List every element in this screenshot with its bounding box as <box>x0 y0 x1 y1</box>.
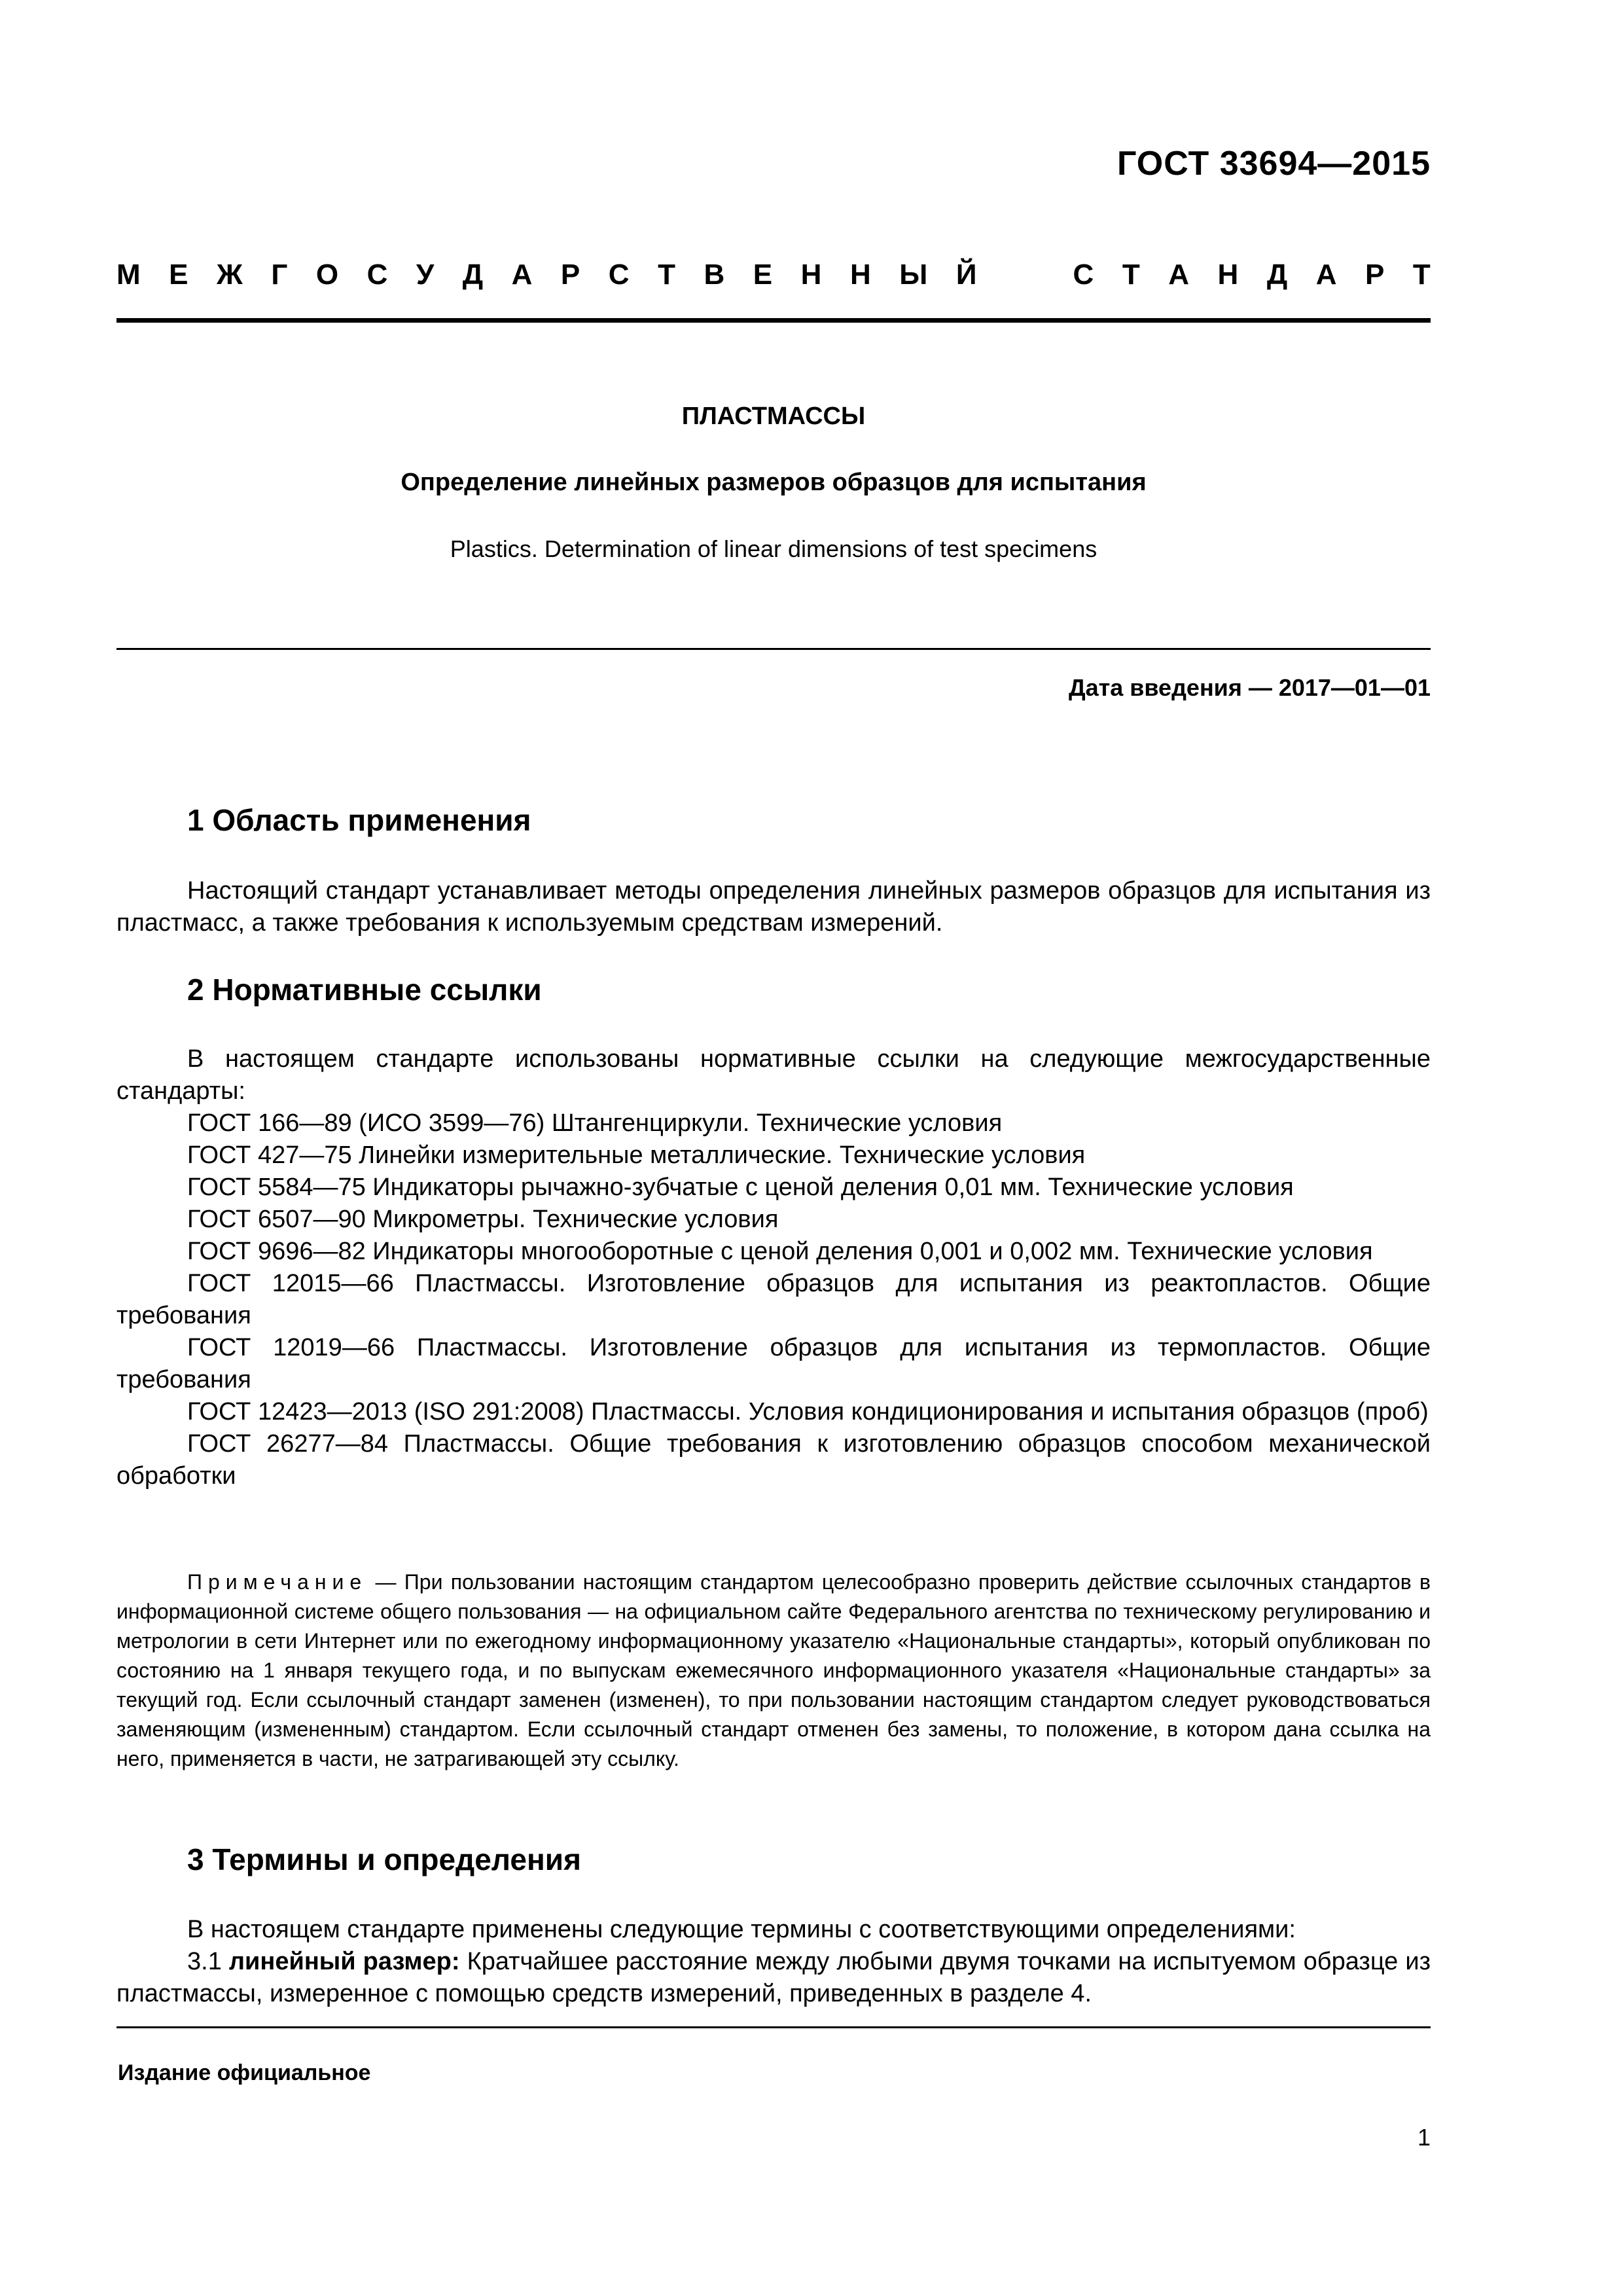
term-definition <box>116 1946 1431 2010</box>
section-3-intro: В настоящем стандарте применены следующие термины с соответствующими определениями: <box>187 1916 1296 1943</box>
banner-letter: Т <box>1412 259 1431 291</box>
banner-letter: М <box>116 259 141 291</box>
banner-letter: А <box>1168 259 1189 291</box>
banner-letter: Е <box>169 259 188 291</box>
reference-item: ГОСТ 427—75 Линейки измерительные металлические. Технические условия <box>187 1141 1086 1169</box>
section-2-heading: 2 Нормативные ссылки <box>187 973 542 1007</box>
references-note <box>116 1568 1431 1774</box>
banner-letter: А <box>511 259 533 291</box>
banner-letter: Д <box>462 259 484 291</box>
banner-letter: С <box>366 259 388 291</box>
interstate-standard-banner <box>116 259 1431 291</box>
document-subtitle: Определение линейных размеров образцов для испытания <box>401 469 1147 496</box>
official-edition-label: Издание официальное <box>118 2060 371 2085</box>
banner-letter: Т <box>658 259 675 291</box>
banner-letter: Г <box>271 259 288 291</box>
term-number: 3.1 <box>187 1948 222 1975</box>
banner-letter: Е <box>753 259 773 291</box>
banner-letter: Н <box>800 259 822 291</box>
banner-letter: Ж <box>217 259 243 291</box>
reference-item: ГОСТ 12019—66 Пластмассы. Изготовление образцов для испытания из термопластов. Общие требования <box>116 1334 1431 1393</box>
document-title: ПЛАСТМАССЫ <box>681 403 866 430</box>
title-divider <box>116 648 1431 650</box>
section-2-intro: В настоящем стандарте использованы нормативные ссылки на следующие межгосударственные стандарты: <box>116 1045 1431 1105</box>
note-text: — При пользовании настоящим стандартом целесообразно проверить действие ссылочных стандартов в информационной системе общего пользования — на официальном сайте Федерального агентства по техническому регулированию и метрологии в сети Интернет или по ежегодному информационному указателю «Национальные стандарты», который опубликован по состоянию на 1 января текущего года, и по выпускам ежемесячного информационного указателя «Национальные стандарты» за текущий год. Если ссылочный стандарт заменен (изменен), то при пользовании настоящим стандартом следует руководствоваться заменяющим (измененным) стандартом. Если ссылочный стандарт отменен без замены, то положение, в котором дана ссылка на него, применяется в части, не затрагивающей эту ссылку. <box>116 1570 1431 1770</box>
banner-letter: В <box>704 259 725 291</box>
banner-letter: Д <box>1266 259 1288 291</box>
introduction-date: Дата введения — 2017—01—01 <box>1068 674 1431 701</box>
banner-letter: Р <box>560 259 580 291</box>
reference-item: ГОСТ 6507—90 Микрометры. Технические условия <box>187 1206 779 1233</box>
banner-letter: А <box>1315 259 1337 291</box>
section-1-text: Настоящий стандарт устанавливает методы определения линейных размеров образцов для испытания из пластмасс, а также требования к используемым средствам измерений. <box>116 877 1431 937</box>
banner-letter: Т <box>1122 259 1140 291</box>
term-name: линейный размер: <box>228 1948 460 1975</box>
section-3-heading: 3 Термины и определения <box>187 1842 581 1876</box>
banner-letter: О <box>315 259 339 291</box>
section-1-heading: 1 Область применения <box>187 803 531 837</box>
reference-item: ГОСТ 12015—66 Пластмассы. Изготовление образцов для испытания из реактопластов. Общие требования <box>116 1270 1431 1329</box>
banner-word-gap <box>1005 259 1044 291</box>
banner-letter: С <box>608 259 630 291</box>
term-text: Кратчайшее расстояние между любыми двумя точками на испытуемом образце из пластмассы, измеренное с помощью средств измерений, приведенных в разделе 4. <box>116 1948 1431 2007</box>
reference-item: ГОСТ 166—89 (ИСО 3599—76) Штангенциркули. Технические условия <box>187 1109 1003 1137</box>
reference-item: ГОСТ 12423—2013 (ISO 291:2008) Пластмассы. Условия кондиционирования и испытания образцов (проб) <box>187 1398 1429 1426</box>
note-label: Примечание <box>187 1570 368 1594</box>
standard-number: ГОСТ 33694—2015 <box>1117 145 1431 183</box>
banner-letter: Н <box>1217 259 1239 291</box>
section-1-body <box>116 875 1431 939</box>
page-number: 1 <box>1417 2124 1431 2151</box>
normative-references <box>116 1043 1431 1492</box>
header-divider <box>116 318 1431 323</box>
reference-item: ГОСТ 9696—82 Индикаторы многооборотные с ценой деления 0,001 и 0,002 мм. Технические условия <box>187 1238 1373 1265</box>
banner-letter: Й <box>955 259 977 291</box>
banner-letter: Ы <box>899 259 928 291</box>
footer-divider <box>116 2026 1431 2028</box>
reference-item: ГОСТ 26277—84 Пластмассы. Общие требования к изготовлению образцов способом механической обработки <box>116 1430 1431 1490</box>
english-title: Plastics. Determination of linear dimensions of test specimens <box>450 535 1097 562</box>
banner-letter: Р <box>1364 259 1385 291</box>
banner-letter: У <box>416 259 435 291</box>
banner-letter: Н <box>849 259 871 291</box>
banner-letter: С <box>1073 259 1094 291</box>
section-3-body <box>116 1914 1431 2010</box>
reference-item: ГОСТ 5584—75 Индикаторы рычажно-зубчатые с ценой деления 0,01 мм. Технические условия <box>187 1174 1294 1201</box>
